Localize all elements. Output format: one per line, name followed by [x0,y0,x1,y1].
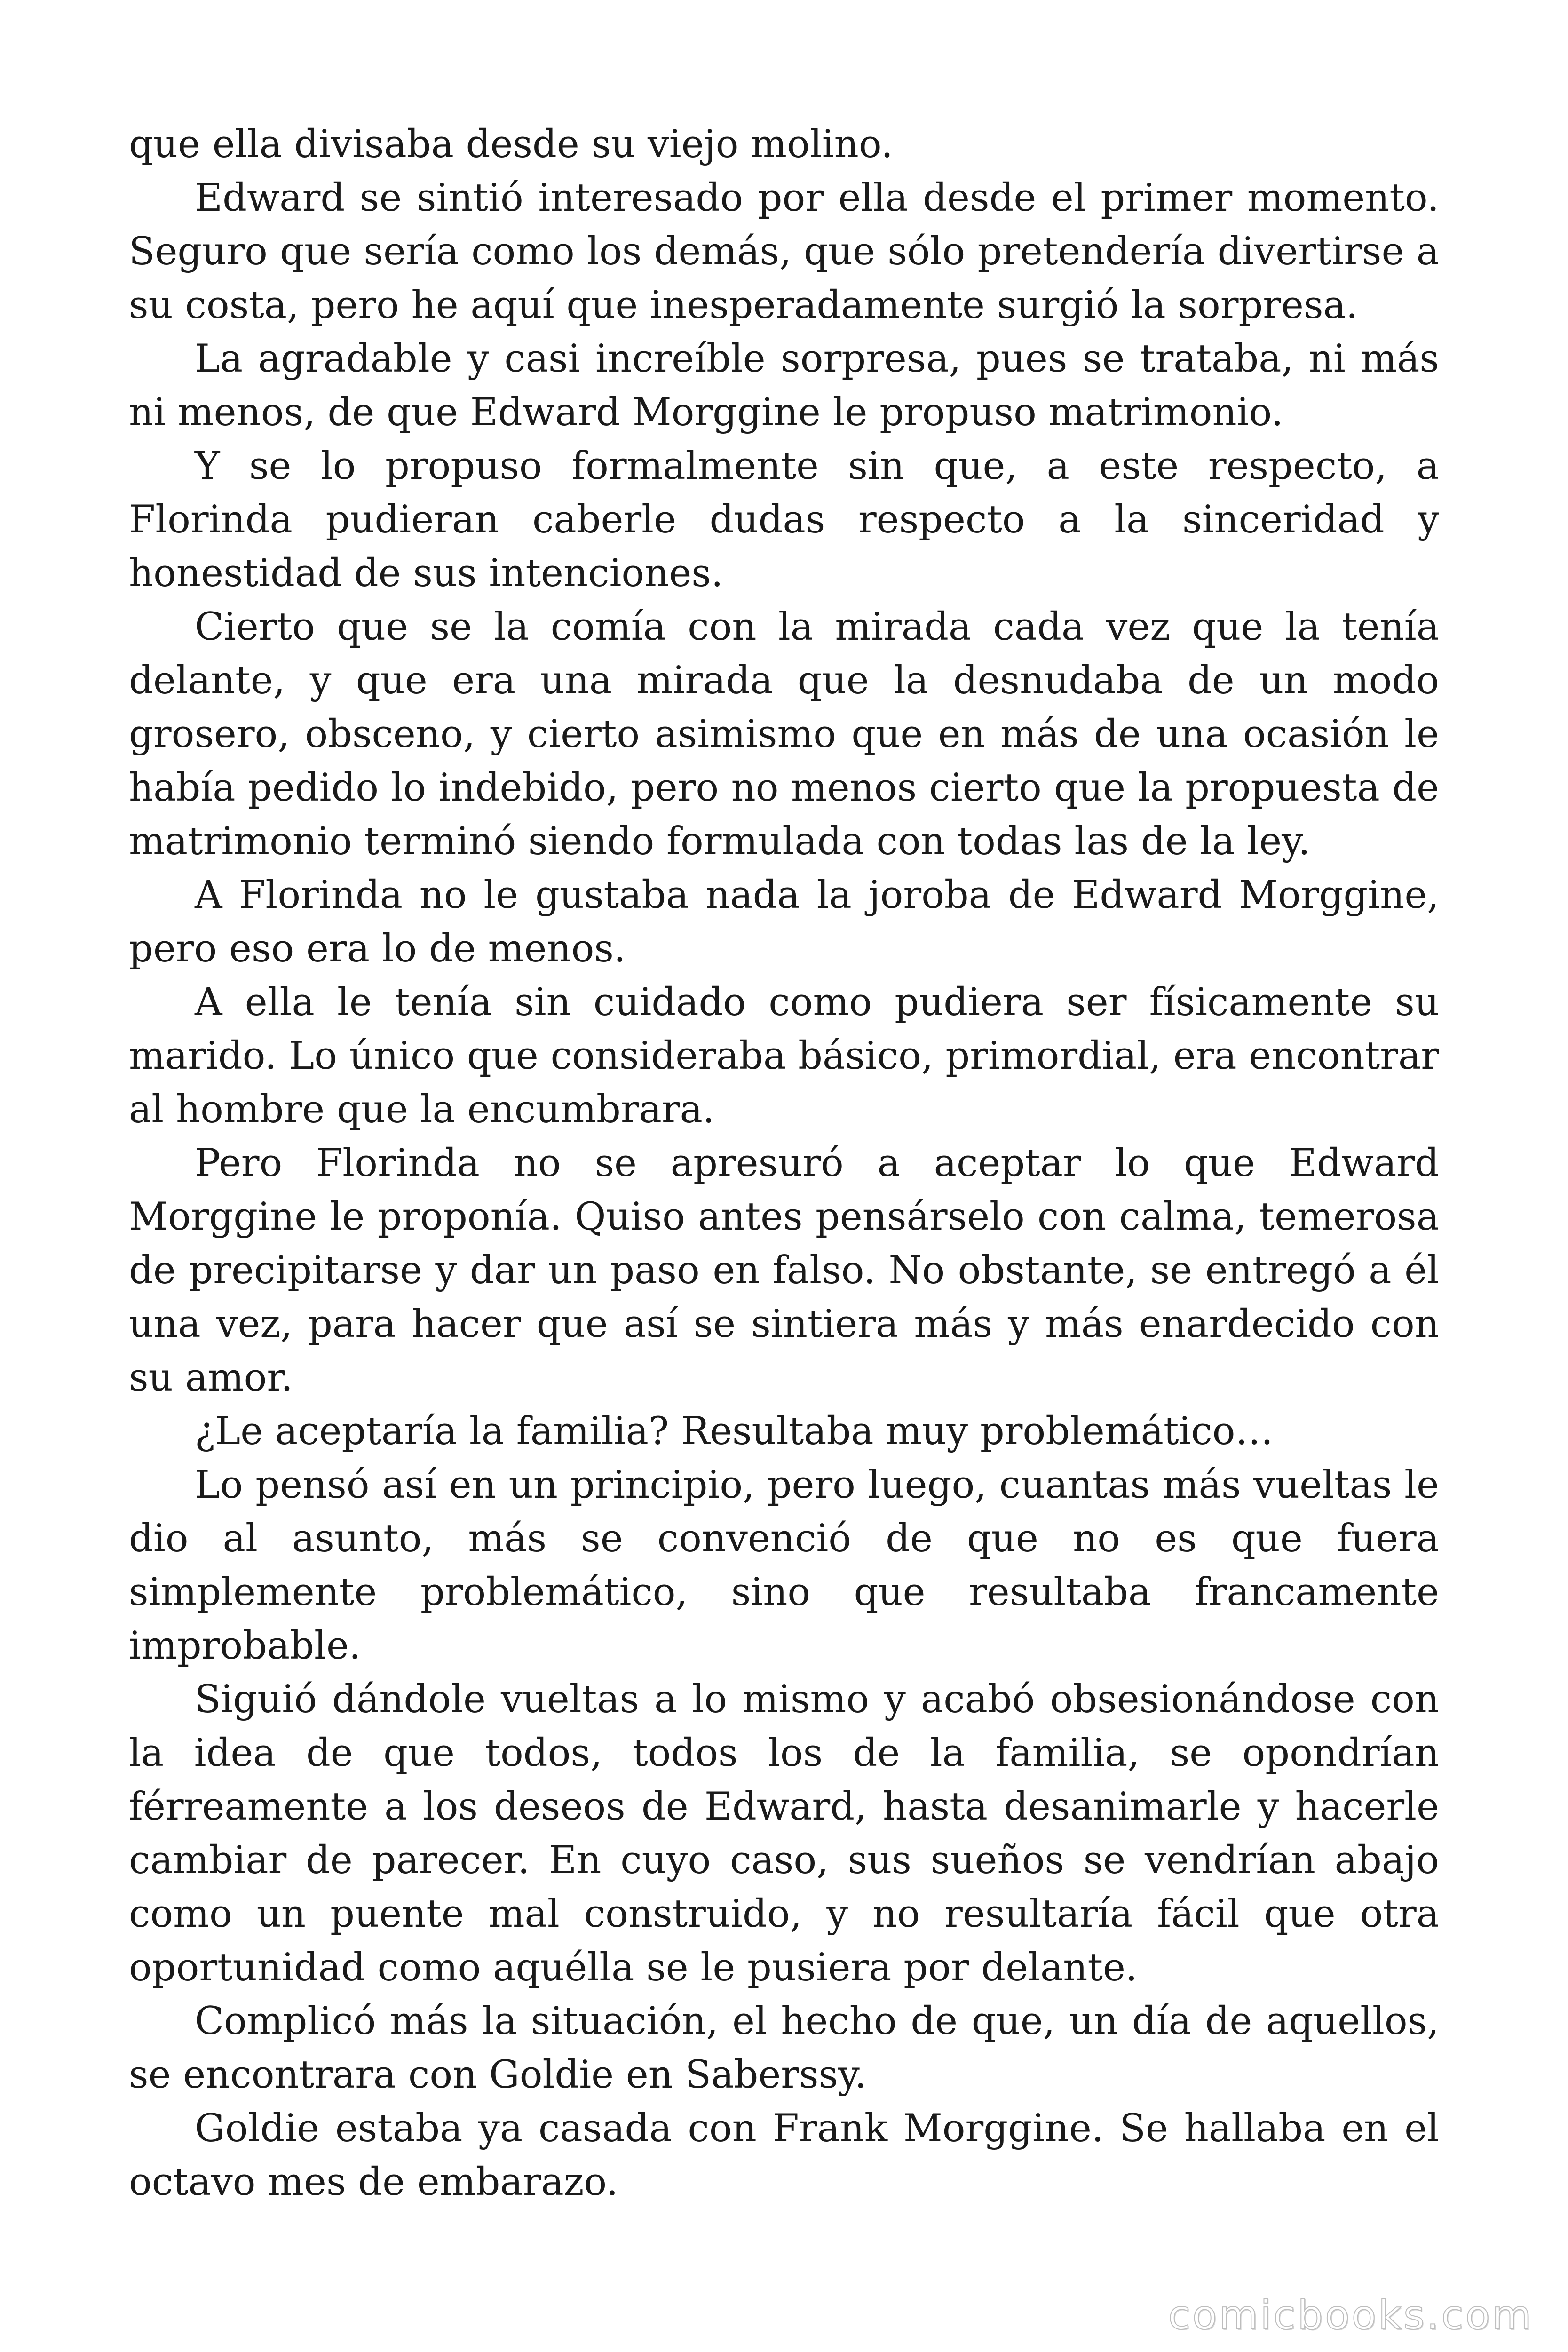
paragraph-8: Pero Florinda no se apresuró a aceptar lo que Edward Morggine le proponía. Quiso antes pensárselo con calma, temerosa de precipitarse y dar un paso en falso. No obstante, se entregó a él una vez, para hacer que así se sintiera más y más enardecido con su amor. [129,1141,1439,1400]
paragraph-12: Complicó más la situación, el hecho de que, un día de aquellos, se encontrara con Goldie en Saberssy. [129,1999,1439,2097]
page-body-text [129,118,1439,2209]
paragraph-4: Y se lo propuso formalmente sin que, a este respecto, a Florinda pudieran caberle dudas respecto a la sinceridad y honestidad de sus intenciones. [129,444,1439,596]
paragraph-5: Cierto que se la comía con la mirada cada vez que la tenía delante, y que era una mirada que la desnudaba de un modo grosero, obsceno, y cierto asimismo que en más de una ocasión le había pedido lo indebido, pero no menos cierto que la propuesta de matrimonio terminó siendo formulada con todas las de la ley. [129,605,1439,864]
paragraph-6: A Florinda no le gustaba nada la joroba de Edward Morggine, pero eso era lo de menos. [129,873,1439,971]
paragraph-10: Lo pensó así en un principio, pero luego, cuantas más vueltas le dio al asunto, más se convenció de que no es que fuera simplemente problemático, sino que resultaba francamente improbable. [129,1463,1439,1668]
paragraph-1: que ella divisaba desde su viejo molino. [129,122,893,167]
paragraph-9: ¿Le aceptaría la familia? Resultaba muy problemático… [195,1409,1274,1454]
paragraph-11: Siguió dándole vueltas a lo mismo y acabó obsesionándose con la idea de que todos, todos los de la familia, se opondrían férreamente a los deseos de Edward, hasta desanimarle y hacerle cambiar de parecer. En cuyo caso, sus sueños se vendrían abajo como un puente mal construido, y no resultaría fácil que otra oportunidad como aquélla se le pusiera por delante. [129,1677,1439,1990]
paragraph-7: A ella le tenía sin cuidado como pudiera ser físicamente su marido. Lo único que consideraba básico, primordial, era encontrar al hombre que la encumbrara. [129,980,1439,1132]
paragraph-3: La agradable y casi increíble sorpresa, pues se trataba, ni más ni menos, de que Edward Morggine le propuso matrimonio. [129,337,1439,435]
watermark: comicbooks.com [1168,2292,1533,2339]
paragraph-2: Edward se sintió interesado por ella desde el primer momento. Seguro que sería como los demás, que sólo pretendería divertirse a su costa, pero he aquí que inesperadamente surgió la sorpresa. [129,176,1439,327]
paragraph-13: Goldie estaba ya casada con Frank Morggine. Se hallaba en el octavo mes de embarazo. [129,2106,1439,2204]
